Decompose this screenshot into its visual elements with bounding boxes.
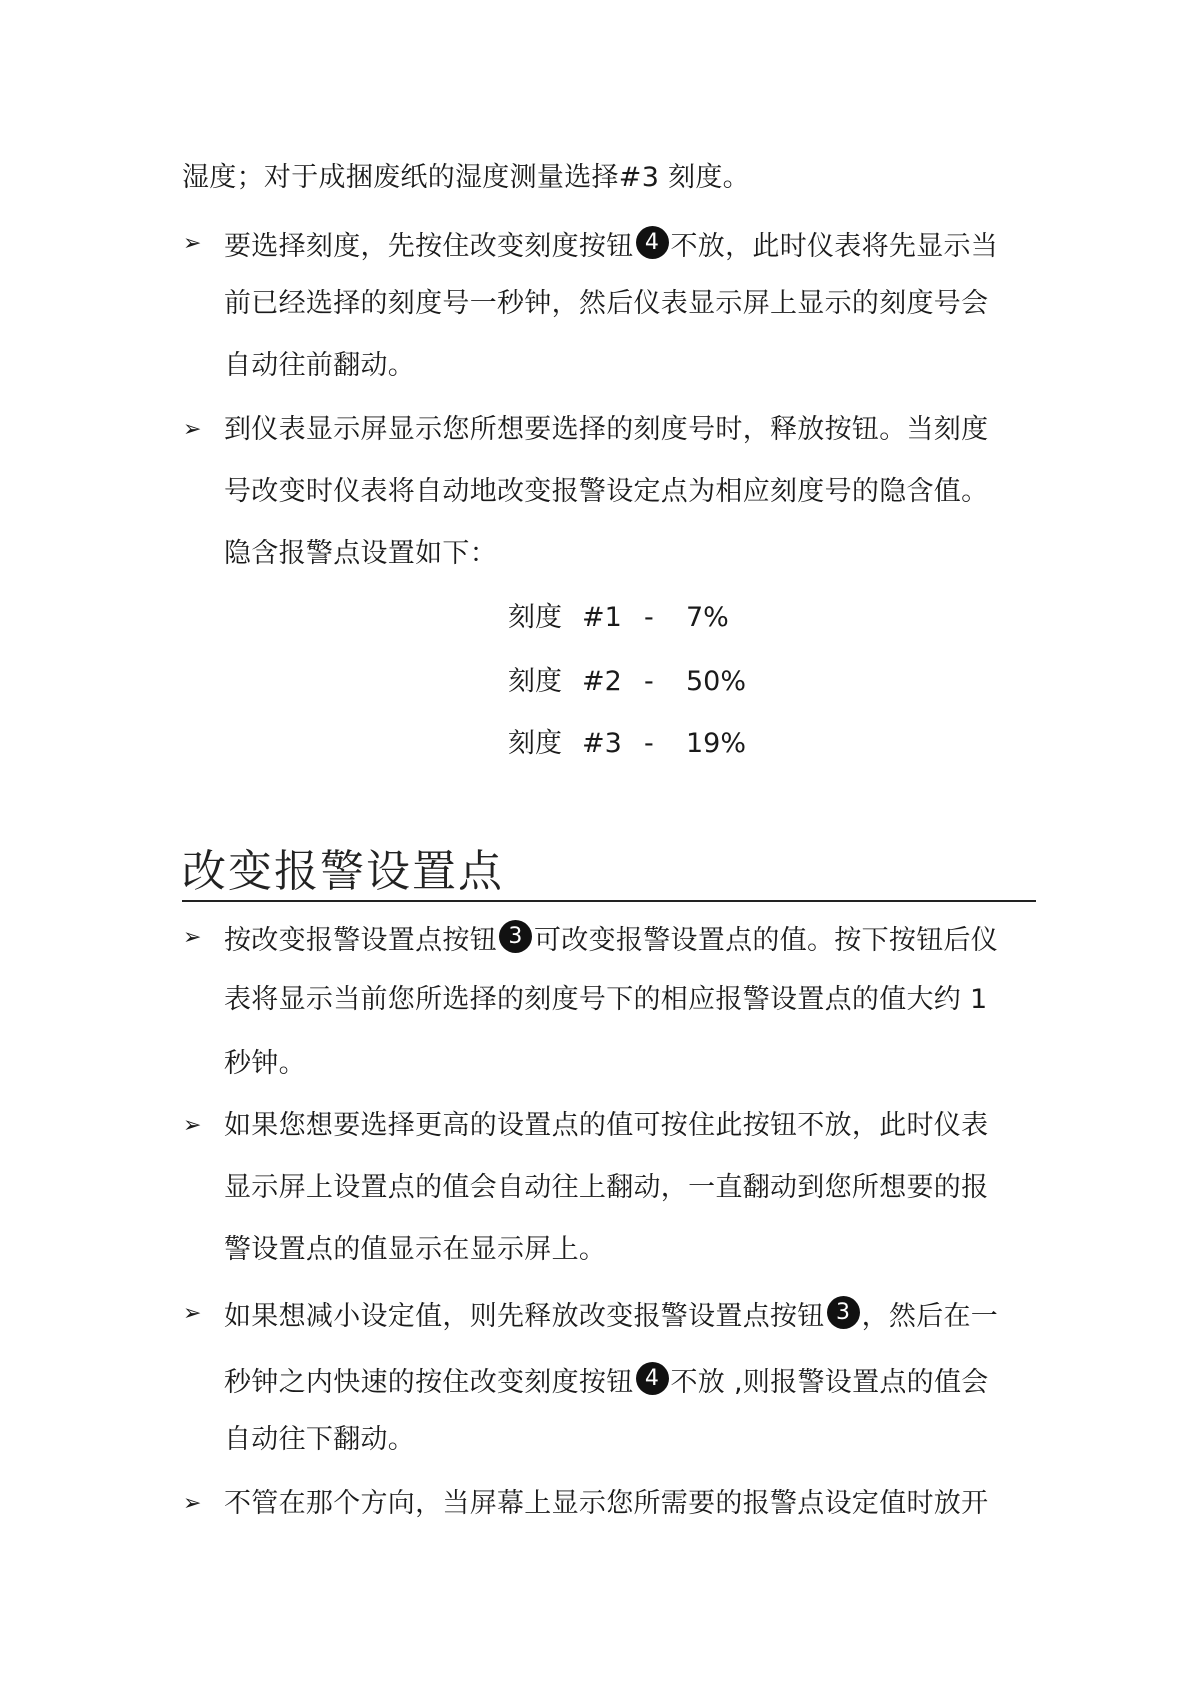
scale-number: #3 [582, 728, 622, 759]
s2-bullet-3-line-1 [224, 1296, 998, 1335]
bullet-arrow-icon: ➢ [183, 1491, 202, 1516]
s2-bullet-3-text-post: ，然后在一 [861, 1301, 999, 1332]
scale-number: #2 [582, 666, 622, 697]
heading-divider [182, 900, 1036, 902]
bullet-2-line-2: 号改变时仪表将自动地改变报警设定点为相应刻度号的隐含值。 [224, 476, 989, 507]
bullet-arrow-icon: ➢ [183, 1301, 202, 1326]
scale-value: 7% [686, 602, 729, 633]
scale-label: 刻度 [508, 728, 562, 759]
bullet-1-text-pre: 要选择刻度，先按住改变刻度按钮 [224, 231, 634, 262]
bullet-2-line-1: 到仪表显示屏显示您所想要选择的刻度号时，释放按钮。当刻度 [224, 414, 989, 445]
button-3-icon: 3 [499, 920, 532, 953]
scale-value: 19% [686, 728, 747, 759]
scale-dash: - [644, 728, 654, 759]
bullet-1-line-3: 自动往前翻动。 [224, 350, 416, 381]
button-3-icon: 3 [827, 1296, 860, 1329]
s2-bullet-4-line-1: 不管在那个方向，当屏幕上显示您所需要的报警点设定值时放开 [224, 1488, 989, 1519]
s2-bullet-2-line-3: 警设置点的值显示在显示屏上。 [224, 1234, 607, 1265]
button-4-icon: 4 [636, 226, 669, 259]
scale-number: #1 [582, 602, 622, 633]
bullet-1-text-post: 不放，此时仪表将先显示当 [670, 231, 999, 262]
scale-label: 刻度 [508, 602, 562, 633]
bullet-1-line-2: 前已经选择的刻度号一秒钟，然后仪表显示屏上显示的刻度号会 [224, 288, 989, 319]
s2-bullet-1-line-2: 表将显示当前您所选择的刻度号下的相应报警设置点的值大约 1 [224, 984, 988, 1015]
scale-value: 50% [686, 666, 747, 697]
scale-dash: - [644, 666, 654, 697]
s2-bullet-3-text-pre: 如果想减小设定值，则先释放改变报警设置点按钮 [224, 1301, 825, 1332]
s2-bullet-2-line-2: 显示屏上设置点的值会自动往上翻动，一直翻动到您所想要的报 [224, 1172, 989, 1203]
s2-bullet-3-line-3: 自动往下翻动。 [224, 1424, 416, 1455]
s2-bullet-1-line-3: 秒钟。 [224, 1048, 306, 1079]
s2-bullet-1-text-pre: 按改变报警设置点按钮 [224, 925, 497, 956]
s2-bullet-1-text-post: 可改变报警设置点的值。按下按钮后仪 [534, 925, 999, 956]
s2-bullet-3-line-2 [224, 1362, 989, 1401]
bullet-2-line-3: 隐含报警点设置如下： [224, 538, 497, 569]
s2-bullet-3-text-post-2: 不放 ,则报警设置点的值会 [670, 1367, 989, 1398]
bullet-arrow-icon: ➢ [183, 417, 202, 442]
s2-bullet-1-line-1 [224, 920, 998, 959]
s2-bullet-2-line-1: 如果您想要选择更高的设置点的值可按住此按钮不放，此时仪表 [224, 1110, 989, 1141]
scale-label: 刻度 [508, 666, 562, 697]
intro-line: 湿度；对于成捆废纸的湿度测量选择#3 刻度。 [182, 162, 750, 193]
scale-dash: - [644, 602, 654, 633]
bullet-1-line-1 [224, 226, 998, 265]
bullet-arrow-icon: ➢ [183, 1113, 202, 1138]
button-4-icon: 4 [636, 1362, 669, 1395]
section-heading: 改变报警设置点 [182, 846, 504, 897]
bullet-arrow-icon: ➢ [183, 925, 202, 950]
bullet-arrow-icon: ➢ [183, 231, 202, 256]
s2-bullet-3-text-pre-2: 秒钟之内快速的按住改变刻度按钮 [224, 1367, 634, 1398]
